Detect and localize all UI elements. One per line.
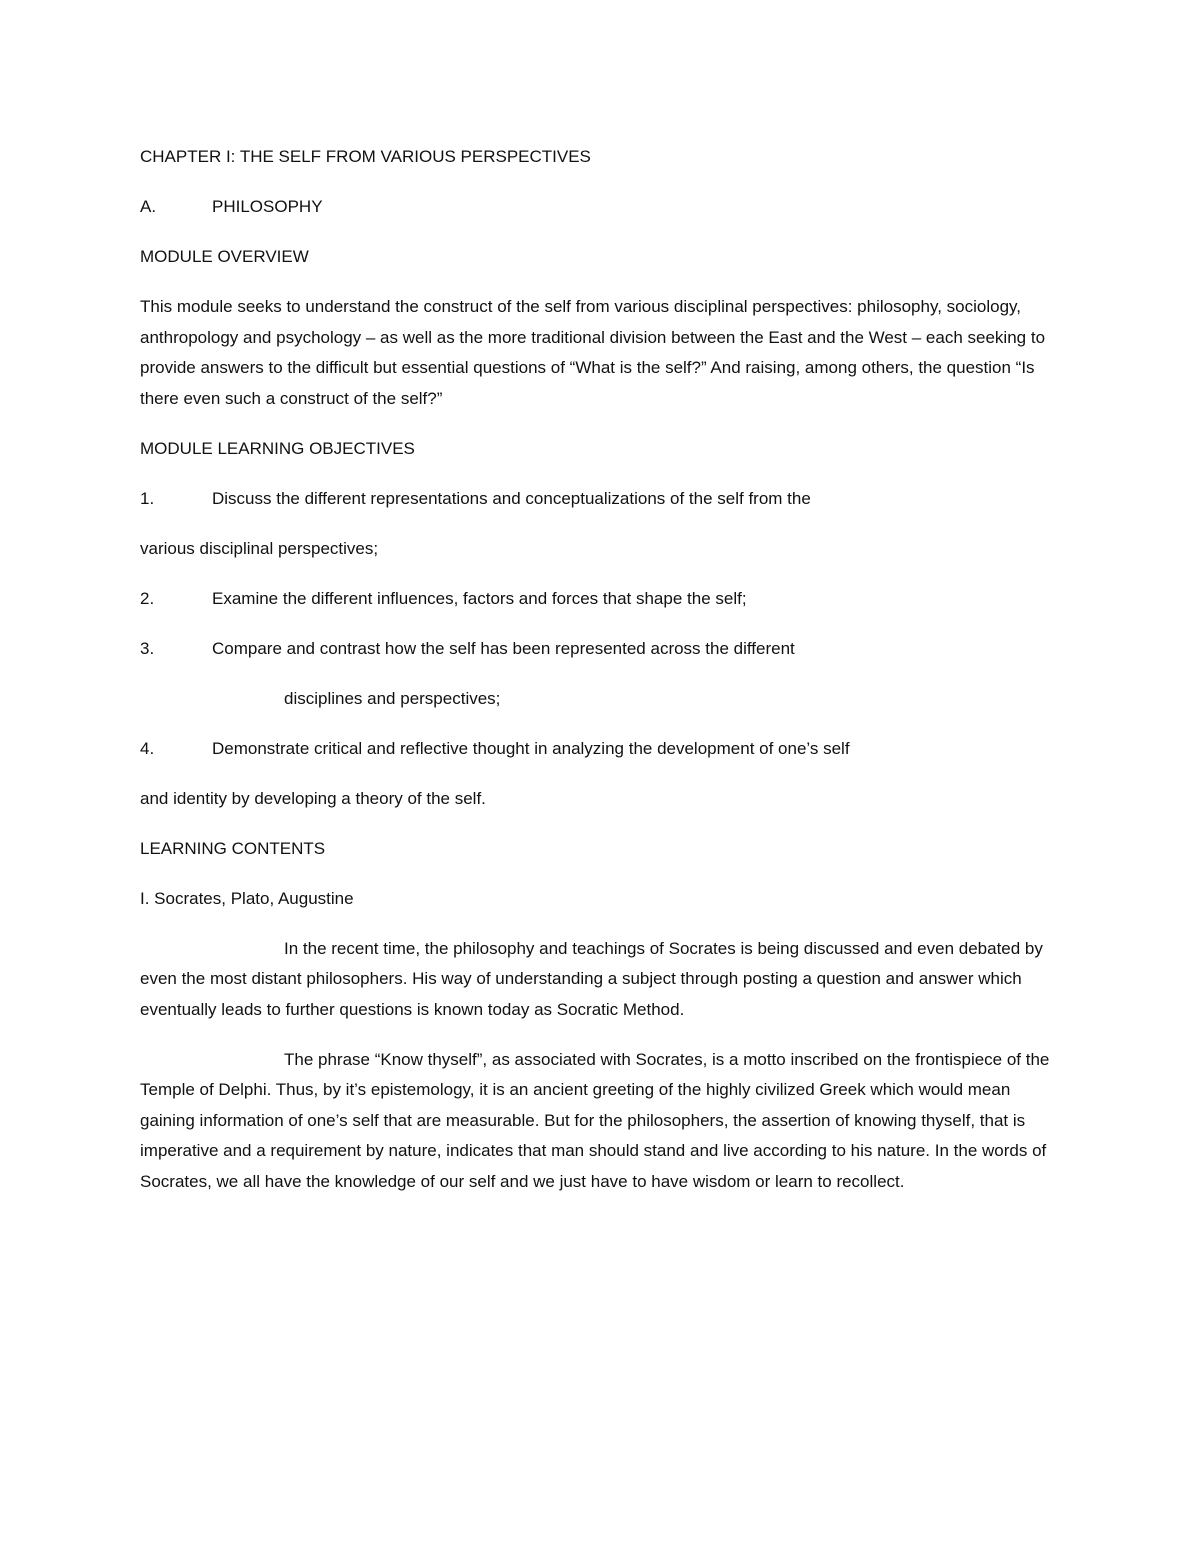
objective-item-1 <box>140 484 1065 515</box>
objective-continuation: disciplines and perspectives; <box>284 688 501 708</box>
contents-heading: LEARNING CONTENTS <box>140 838 326 858</box>
objective-text: Examine the different influences, factors and forces that shape the self; <box>212 588 747 608</box>
objective-item-4 <box>140 734 1065 765</box>
objective-number: 2. <box>140 588 155 608</box>
objective-continuation: various disciplinal perspectives; <box>140 538 379 558</box>
objective-item-2 <box>140 584 1065 615</box>
contents-subheading: I. Socrates, Plato, Augustine <box>140 888 354 908</box>
objective-text: Discuss the different representations and conceptualizations of the self from the <box>212 488 811 508</box>
section-letter: A. <box>140 197 157 216</box>
objectives-heading: MODULE LEARNING OBJECTIVES <box>140 438 415 458</box>
document-body <box>140 142 1065 1217</box>
section-heading <box>140 192 1065 223</box>
objective-text: Compare and contrast how the self has been represented across the different <box>212 638 795 658</box>
objective-continuation: and identity by developing a theory of the self. <box>140 788 486 808</box>
overview-paragraph: This module seeks to understand the construct of the self from various disciplinal perspectives: philosophy, sociology, anthropology and psychology – as well as the more traditional division between the East and the West – each seeking to provide answers to the difficult but essential questions of “What is the self?” And raising, among others, the question “Is there even such a construct of the self?” <box>140 297 1046 408</box>
objective-number: 1. <box>140 488 155 508</box>
body-paragraph: In the recent time, the philosophy and teachings of Socrates is being discussed and even debated by even the most distant philosophers. His way of understanding a subject through posting a question and answer which eventually leads to further questions is known today as Socratic Method. <box>140 938 1043 1019</box>
section-name: PHILOSOPHY <box>212 197 323 216</box>
overview-heading: MODULE OVERVIEW <box>140 247 309 266</box>
objective-number: 3. <box>140 638 155 658</box>
objective-text: Demonstrate critical and reflective thought in analyzing the development of one’s self <box>212 738 850 758</box>
chapter-title: CHAPTER I: THE SELF FROM VARIOUS PERSPECTIVES <box>140 147 591 166</box>
objective-number: 4. <box>140 738 155 758</box>
objective-item-3 <box>140 634 1065 665</box>
body-paragraph: The phrase “Know thyself”, as associated with Socrates, is a motto inscribed on the frontispiece of the Temple of Delphi. Thus, by it’s epistemology, it is an ancient greeting of the highly civilized Greek which would mean gaining information of one’s self that are measurable. But for the philosophers, the assertion of knowing thyself, that is imperative and a requirement by nature, indicates that man should stand and live according to his nature. In the words of Socrates, we all have the knowledge of our self and we just have to have wisdom or learn to recollect. <box>140 1049 1050 1191</box>
